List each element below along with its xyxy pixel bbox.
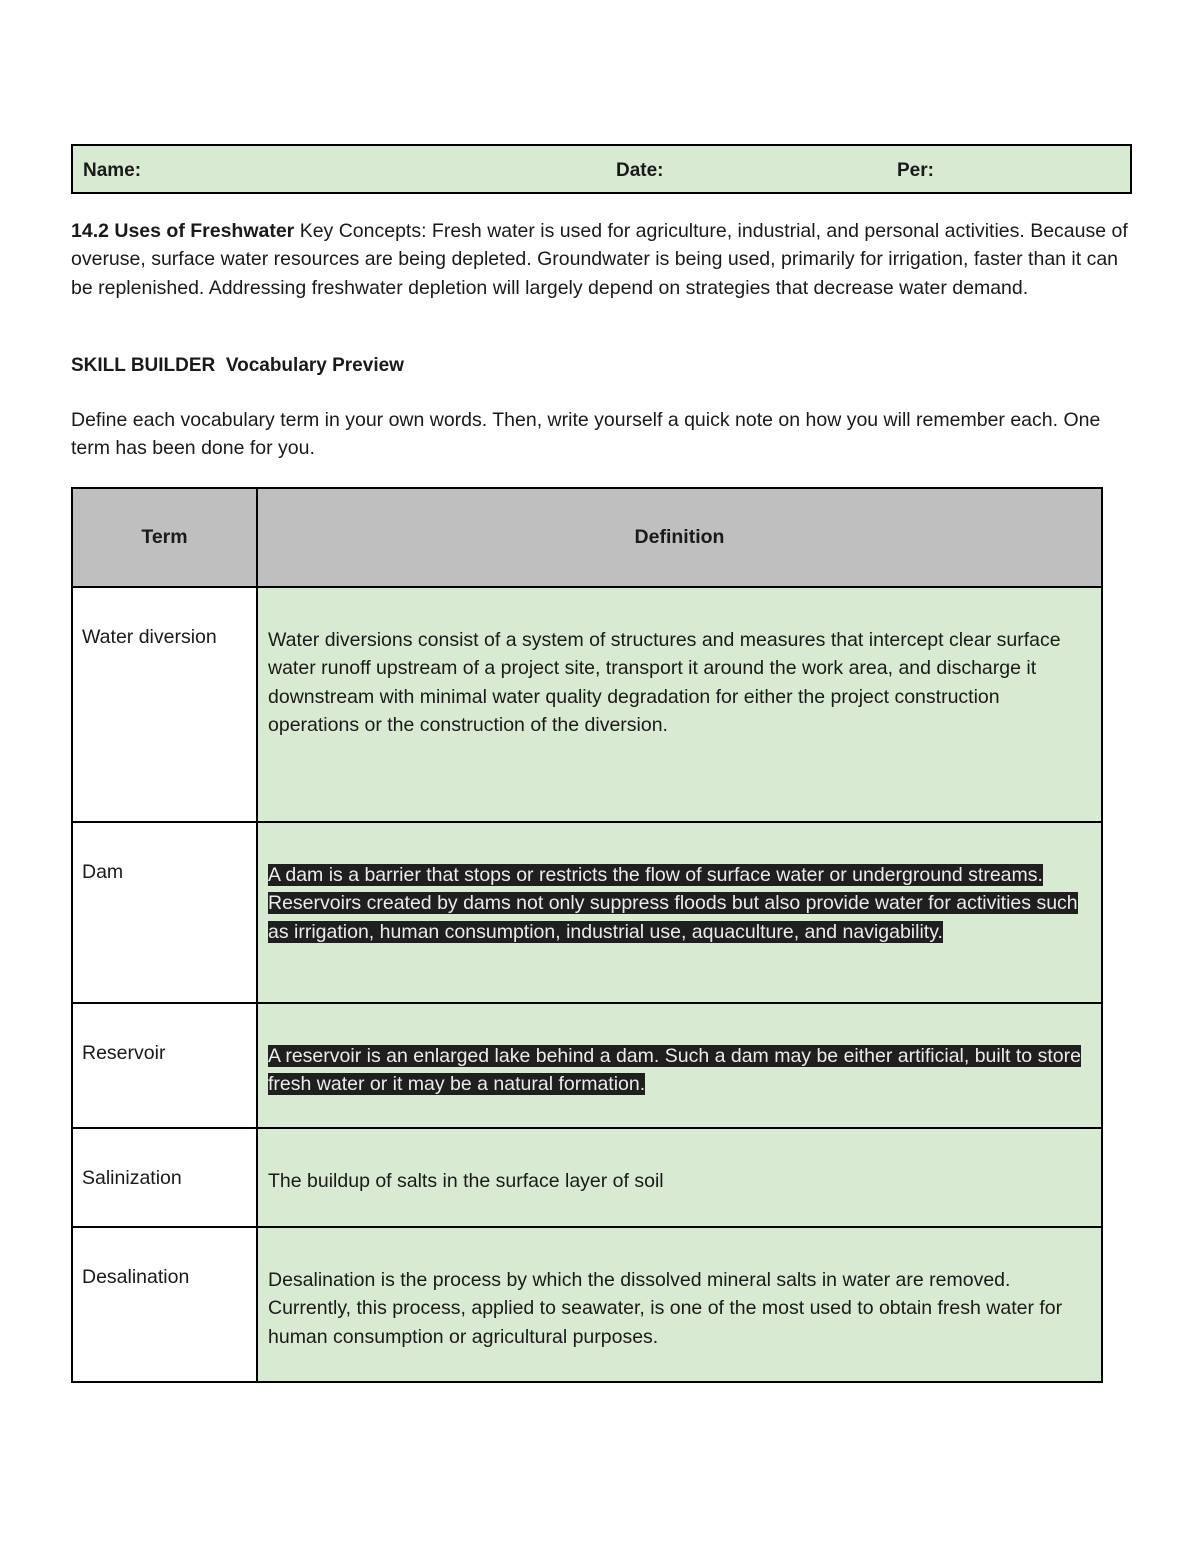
term-cell: Water diversion	[72, 587, 257, 822]
date-label: Date:	[616, 160, 664, 181]
table-header-row	[72, 488, 1102, 587]
table-row	[72, 1003, 1102, 1128]
term-column-header: Term	[72, 488, 257, 587]
highlighted-definition-text: A reservoir is an enlarged lake behind a dam. Such a dam may be either artificial, built to store fresh water or it may be a natural formation.	[268, 1045, 1081, 1096]
instructions-text: Define each vocabulary term in your own words. Then, write yourself a quick note on how you will remember each. One term has been done for you.	[71, 409, 1101, 460]
highlighted-definition-text: A dam is a barrier that stops or restricts the flow of surface water or underground streams. Reservoirs created by dams not only suppress floods but also provide water for activities such as irrigation, human consumption, industrial use, aquaculture, and navigability.	[268, 864, 1078, 943]
key-concepts-text: Key Concepts: Fresh water is used for agriculture, industrial, and personal activities. Because of overuse, surface water resources are being depleted. Groundwater is being used, primarily for irrigation, faster than it can be replenished. Addressing freshwater depletion will largely depend on strategies that decrease water demand.	[71, 220, 1128, 299]
definition-text: Water diversions consist of a system of structures and measures that intercept clear surface water runoff upstream of a project site, transport it around the work area, and discharge it downstream with minimal water quality degradation for either the project construction operations or the construction of the diversion.	[268, 629, 1061, 736]
definition-cell[interactable]	[257, 587, 1102, 822]
section-heading: 14.2 Uses of Freshwater	[71, 220, 295, 242]
definition-cell[interactable]	[257, 1227, 1102, 1382]
table-row	[72, 822, 1102, 1003]
vocabulary-table	[71, 487, 1103, 1383]
skill-builder-title: SKILL BUILDER Vocabulary Preview	[71, 355, 404, 376]
student-info-box	[71, 144, 1132, 194]
period-label: Per:	[897, 160, 934, 181]
table-row	[72, 1128, 1102, 1227]
definition-cell[interactable]	[257, 822, 1102, 1003]
term-cell: Reservoir	[72, 1003, 257, 1128]
term-cell: Dam	[72, 822, 257, 1003]
term-cell: Desalination	[72, 1227, 257, 1382]
name-label: Name:	[83, 160, 142, 181]
term-cell: Salinization	[72, 1128, 257, 1227]
definition-cell[interactable]	[257, 1003, 1102, 1128]
definition-cell[interactable]	[257, 1128, 1102, 1227]
key-concepts-paragraph	[71, 217, 1141, 302]
definition-text: Desalination is the process by which the dissolved mineral salts in water are removed. Currently, this process, applied to seawater, is one of the most used to obtain fresh water for human consumption or agricultural purposes.	[268, 1269, 1063, 1348]
table-row	[72, 587, 1102, 822]
definition-text: The buildup of salts in the surface layer of soil	[268, 1170, 664, 1192]
definition-column-header: Definition	[257, 488, 1102, 587]
table-row	[72, 1227, 1102, 1382]
